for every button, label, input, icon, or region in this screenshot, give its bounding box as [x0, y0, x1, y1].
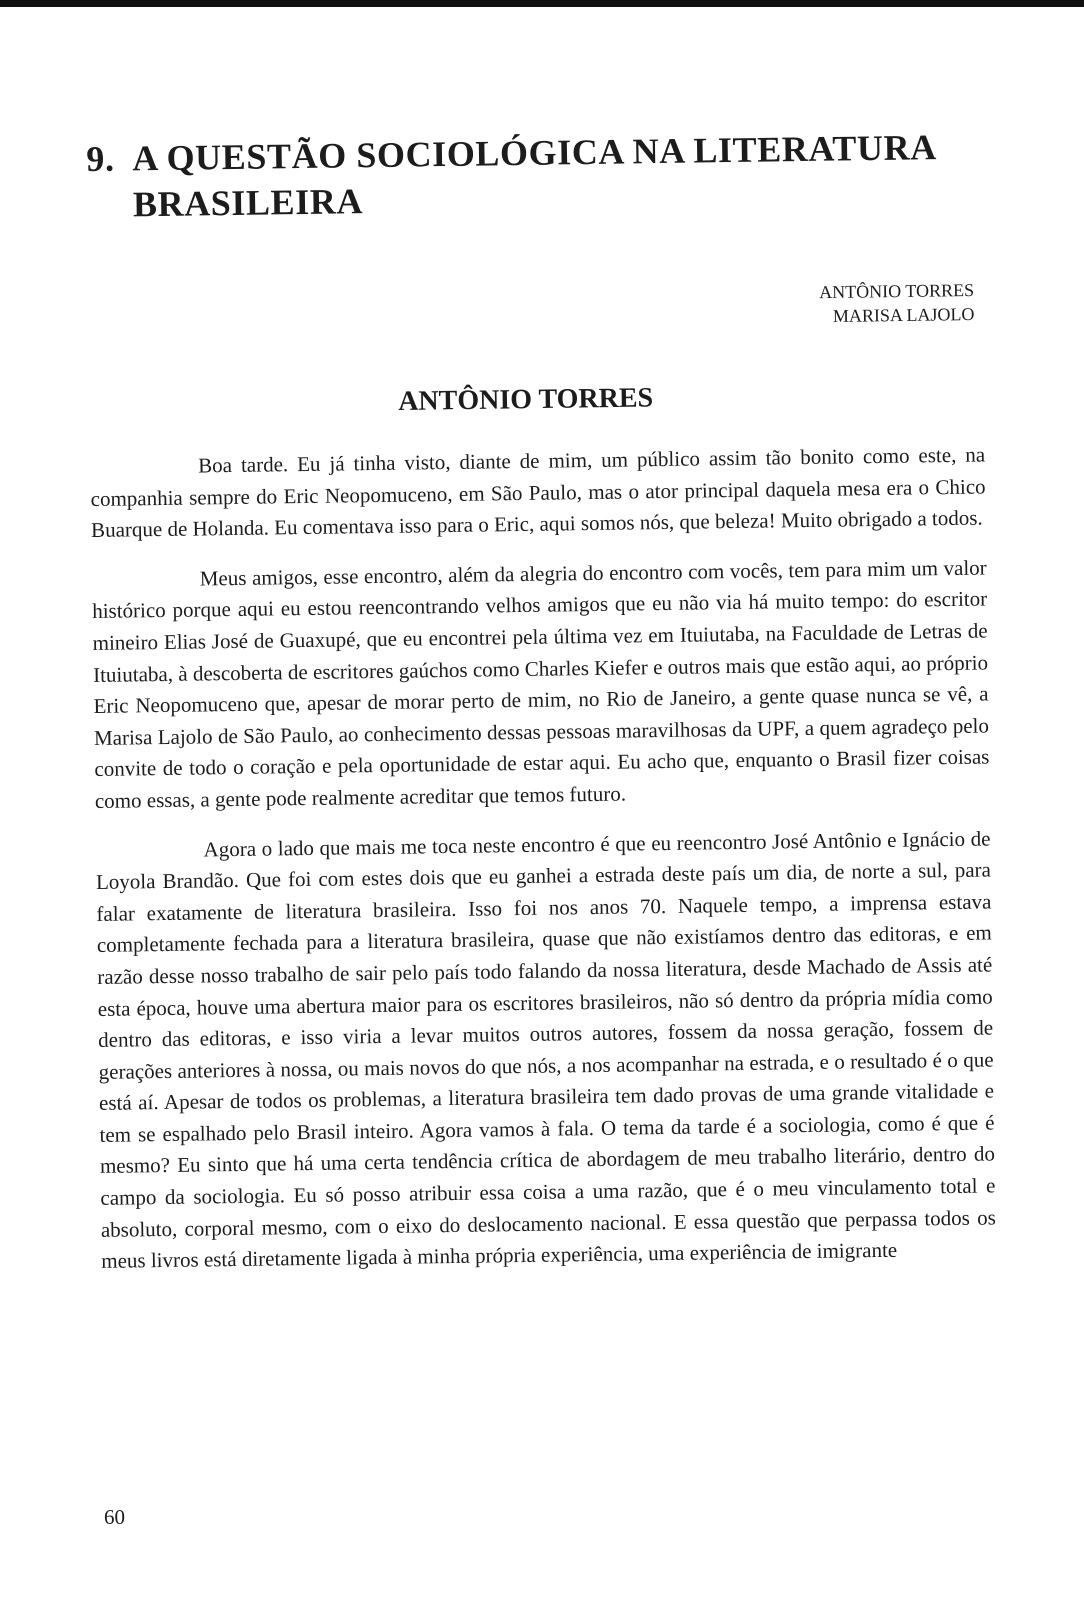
paragraph: Agora o lado que mais me toca neste encontro é que eu reencontro José Antônio e Ignácio de Loyola Brandão. Que foi com estes dois que eu ganhei a estrada deste país um dia, de norte a sul, para falar exatamente de literatura brasileira. Isso foi nos anos 70. Naquele tempo, a imprensa estava completamente fechada para a literatura brasileira, quase que não existíamos dentro das editoras, e em razão desse nosso trabalho de sair pelo país todo falando da nossa literatura, desde Machado de Assis até esta época, houve uma abertura maior para os escritores brasileiros, não só dentro da própria mídia como dentro das editoras, e isso viria a levar muitos outros autores, fossem da nossa geração, fossem de gerações anteriores à nossa, ou mais novos do que nós, a nos acompanhar na estrada, e o resultado é o que está aí. Apesar de todos os problemas, a literatura brasileira tem dado provas de uma grande vitalidade e tem se espalhado pelo Brasil inteiro. Agora vamos à fala. O tema da tarde é a sociologia, como é que é mesmo? Eu sinto que há uma certa tendência crítica de abordagem de meu trabalho literário, dentro do campo da sociologia. Eu só posso atribuir essa coisa a uma razão, que é o meu vinculamento total e absoluto, corporal mesmo, com o eixo do deslocamento nacional. E essa questão que perpassa todos os meus livros está diretamente ligada à minha própria experiência, uma experiência de imigrante: [95, 825, 996, 1274]
chapter-title-line-2: BRASILEIRA: [132, 181, 364, 225]
author-list: [819, 278, 975, 328]
author-name: ANTÔNIO TORRES: [819, 279, 975, 303]
body-text: [90, 440, 997, 1296]
chapter-title-line-1: A QUESTÃO SOCIOLÓGICA NA LITERATURA: [132, 127, 938, 179]
paragraph: Meus amigos, esse encontro, além da alegria do encontro com vocês, tem para mim um valor histórico porque aqui eu estou reencontrando velhos amigos que eu não via há muito tempo: do escritor mineiro Elias José de Guaxupé, que eu encontrei pela última vez em Ituiutaba, na Faculdade de Letras de Ituiutaba, à descoberta de escritores gaúchos como Charles Kiefer e outros mais que estão aqui, ao próprio Eric Neopomuceno que, apesar de morar perto de mim, no Rio de Janeiro, a gente quase nunca se vê, a Marisa Lajolo de São Paulo, ao conhecimento dessas pessoas maravilhosas da UPF, a quem agradeço pelo convite de todo o coração e pela oportunidade de estar aqui. Eu acho que, enquanto o Brasil fizer coisas como essas, a gente pode realmente acreditar que temos futuro.: [92, 555, 990, 813]
chapter-title: [86, 123, 987, 228]
page-number: 60: [104, 1505, 125, 1529]
section-title: ANTÔNIO TORRES: [398, 382, 654, 417]
chapter-number: 9.: [86, 138, 115, 179]
paragraph: Boa tarde. Eu já tinha visto, diante de mim, um público assim tão bonito como este, na companhia sempre do Eric Neopomuceno, em São Paulo, mas o ator principal daquela mesa era o Chico Buarque de Holanda. Eu comentava isso para o Eric, aqui somos nós, que beleza! Muito obrigado a todos.: [90, 442, 986, 543]
author-name: MARISA LAJOLO: [832, 303, 975, 326]
